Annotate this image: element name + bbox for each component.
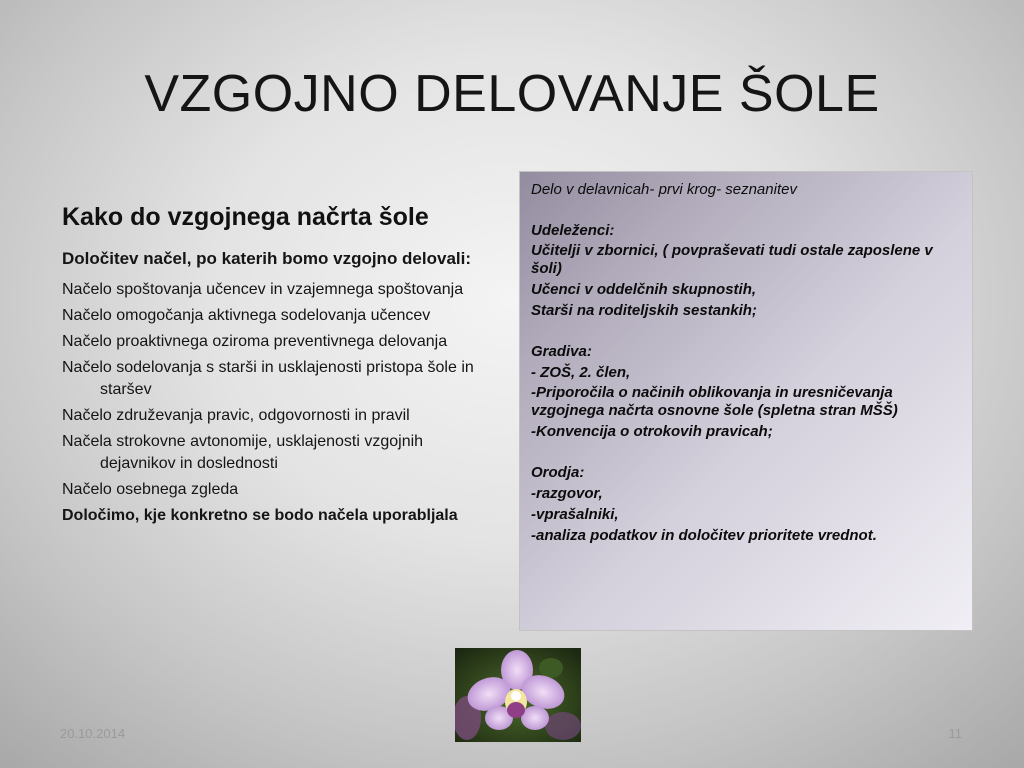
materials-title: Gradiva: <box>531 343 592 360</box>
participant-line: Starši na roditeljskih sestankih; <box>531 302 757 319</box>
material-line: -Konvencija o otrokovih pravicah; <box>531 423 773 440</box>
page-number: 11 <box>948 726 962 741</box>
list-item: Določimo, kje konkretno se bodo načela uporabljala <box>62 507 458 524</box>
tool-line: -analiza podatkov in določitev prioritete vrednot. <box>531 527 877 544</box>
tool-line: -vprašalniki, <box>531 506 619 523</box>
slide-title: VZGOJNO DELOVANJE ŠOLE <box>144 65 880 123</box>
list-item: Načelo sodelovanja s starši in usklajenosti pristopa šole in staršev <box>62 359 474 398</box>
tools-title: Orodja: <box>531 464 585 481</box>
participants-title: Udeleženci: <box>531 222 615 239</box>
workshop-panel <box>519 171 973 631</box>
material-line: -Priporočila o načinih oblikovanja in uresničevanja vzgojnega načrta osnovne šole (spletna stran MŠŠ) <box>531 384 898 419</box>
list-item: Načelo spoštovanja učencev in vzajemnega spoštovanja <box>62 281 464 298</box>
list-item: Načelo omogočanja aktivnega sodelovanja učencev <box>62 307 431 324</box>
principles-list <box>62 247 502 531</box>
slide-subtitle: Kako do vzgojnega načrta šole <box>62 203 429 231</box>
panel-heading: Delo v delavnicah- prvi krog- seznanitev <box>531 181 797 198</box>
list-item: Načelo osebnega zgleda <box>62 481 239 498</box>
participant-line: Učenci v oddelčnih skupnostih, <box>531 281 757 298</box>
participant-line: Učitelji v zbornici, ( povpraševati tudi ostale zaposlene v šoli) <box>531 242 933 277</box>
tool-line: -razgovor, <box>531 485 603 502</box>
list-item: Načelo proaktivnega oziroma preventivnega delovanja <box>62 333 448 350</box>
material-line: - ZOŠ, 2. člen, <box>531 364 631 381</box>
footer-date: 20.10.2014 <box>60 726 126 741</box>
orchid-photo-icon <box>455 648 581 742</box>
list-item: Določitev načel, po katerih bomo vzgojno delovali: <box>62 249 472 268</box>
list-item: Načelo združevanja pravic, odgovornosti in pravil <box>62 407 410 424</box>
list-item: Načela strokovne avtonomije, usklajenosti vzgojnih dejavnikov in doslednosti <box>62 433 424 472</box>
